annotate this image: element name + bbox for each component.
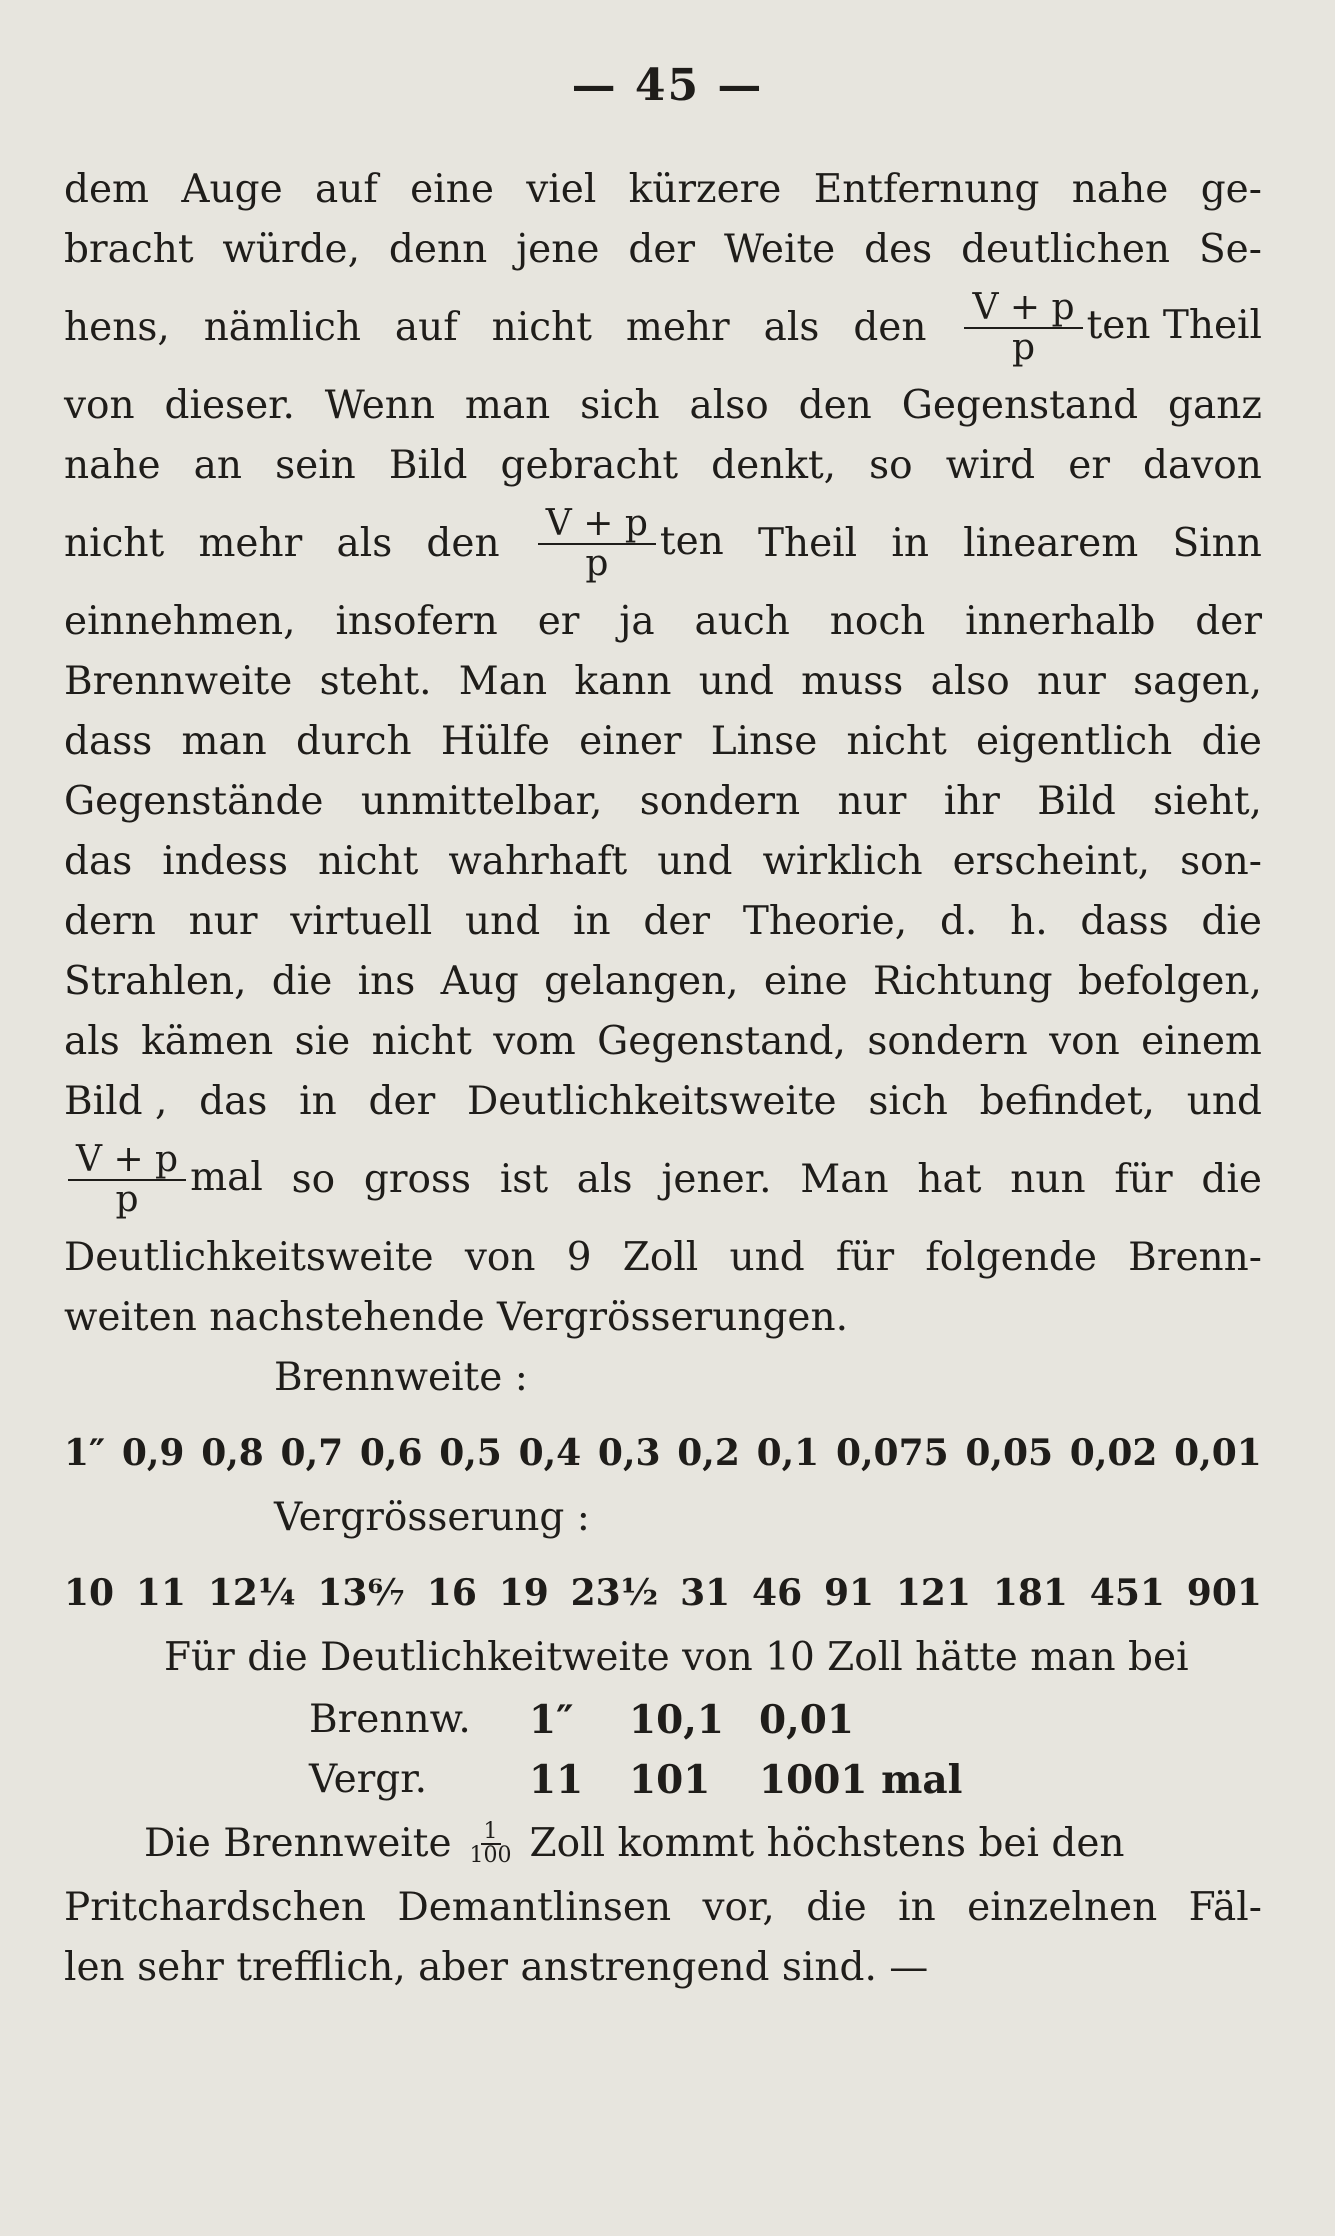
value-cell: 181 — [992, 1572, 1068, 1614]
word: Theil — [757, 521, 858, 566]
text-line — [64, 772, 1262, 832]
word: so — [291, 1157, 336, 1202]
suffix: ten Theil — [1086, 303, 1262, 348]
label-vergroesserung — [64, 1488, 1262, 1558]
word: sagen, — [1133, 659, 1262, 704]
word: Brennweite — [64, 659, 293, 704]
word: kämen — [141, 1019, 274, 1064]
word: von — [464, 1235, 536, 1280]
word: nicht — [318, 839, 419, 884]
fraction-group — [64, 1141, 263, 1219]
ten-zoll-line — [64, 1628, 1262, 1690]
word: dieser. — [164, 383, 295, 428]
word: von — [64, 383, 135, 428]
fraction-numerator: V + p — [538, 505, 656, 545]
word: eigentlich — [975, 719, 1173, 764]
word: also — [930, 659, 1010, 704]
word: nur — [837, 779, 907, 824]
value-cell: 19 — [498, 1572, 549, 1614]
text-line — [64, 1072, 1262, 1132]
value-cell: 0,5 — [439, 1432, 502, 1474]
word: als — [576, 1157, 633, 1202]
word: also — [689, 383, 769, 428]
value-cell: in — [898, 1885, 936, 1930]
value-cell: 0,2 — [677, 1432, 740, 1474]
word: Theorie, — [742, 899, 908, 944]
value-cell: 0,7 — [280, 1432, 344, 1474]
word: nur — [188, 899, 258, 944]
fraction-group — [534, 505, 724, 583]
value-cell: 0,8 — [201, 1432, 264, 1474]
word: der — [368, 1079, 436, 1124]
word: durch — [295, 719, 412, 764]
text-line-with-fraction — [64, 280, 1262, 376]
value-cell: 0,4 — [518, 1432, 582, 1474]
final-line-3 — [64, 1938, 1262, 1998]
word: bracht — [64, 227, 194, 272]
word: kann — [574, 659, 672, 704]
fraction-small — [470, 1821, 512, 1867]
word: virtuell — [290, 899, 433, 944]
word: jener. — [661, 1157, 772, 1202]
value-cell: 13⁶⁄₇ — [317, 1572, 405, 1614]
word: so — [869, 443, 913, 488]
word: die — [1201, 899, 1262, 944]
text-line — [64, 1012, 1262, 1072]
word: die — [271, 959, 333, 1004]
value-cell: 31 — [680, 1572, 731, 1614]
fraction-numerator: 1 — [481, 1821, 501, 1845]
final-line-2 — [64, 1878, 1262, 1938]
fraction — [538, 505, 656, 583]
word: indess — [162, 839, 288, 884]
word: gross — [363, 1157, 472, 1202]
word: er — [1068, 443, 1110, 488]
label-text: Brennweite : — [274, 1355, 528, 1400]
word: Gegenstände — [64, 779, 324, 824]
table-cell: Brennw. — [309, 1697, 471, 1742]
word: der — [643, 899, 711, 944]
fraction — [964, 289, 1082, 367]
word: die — [1201, 719, 1262, 764]
word: von — [1049, 1019, 1120, 1064]
word: mehr — [625, 305, 730, 350]
value-cell: 0,9 — [121, 1432, 185, 1474]
word: Gegenstand, — [597, 1019, 846, 1064]
word: einer — [579, 719, 682, 764]
line-text: weiten nachstehende Vergrösserungen. — [64, 1295, 848, 1340]
word: an — [193, 443, 243, 488]
word: jene — [516, 227, 600, 272]
word: Weite — [723, 227, 836, 272]
word: Deutlichkeitsweite — [64, 1235, 434, 1280]
word: viel — [526, 167, 597, 212]
word: folgende — [925, 1235, 1097, 1280]
word: das — [199, 1079, 268, 1124]
brennweite-values-row — [64, 1418, 1262, 1488]
word: Aug — [440, 959, 519, 1004]
word: denkt, — [711, 443, 837, 488]
word: Richtung — [872, 959, 1053, 1004]
fraction — [68, 1141, 186, 1219]
fraction-denominator: p — [1011, 327, 1036, 368]
table-cell: 101 — [629, 1757, 711, 1803]
value-cell: 0,3 — [597, 1432, 661, 1474]
line-text: Zoll kommt höchstens bei den — [529, 1821, 1125, 1866]
fraction-numerator: V + p — [68, 1141, 186, 1181]
word: h. — [1010, 899, 1048, 944]
final-line-1 — [64, 1810, 1262, 1878]
word: wird — [945, 443, 1036, 488]
word: dass — [1080, 899, 1169, 944]
word: dass — [64, 719, 153, 764]
fraction-group — [960, 289, 1262, 367]
value-cell: 10 — [64, 1572, 115, 1614]
table-row-brennweite — [309, 1690, 1262, 1750]
word: Wenn — [324, 383, 436, 428]
word: ge- — [1200, 167, 1262, 212]
word: der — [628, 227, 696, 272]
word: den — [426, 521, 500, 566]
value-cell: 121 — [895, 1572, 972, 1614]
word: denn — [388, 227, 488, 272]
word: deutlichen — [961, 227, 1171, 272]
word: den — [853, 305, 927, 350]
word: dem — [64, 167, 150, 212]
text-line-with-fraction — [64, 496, 1262, 592]
text-line — [64, 952, 1262, 1012]
word: Entfernung — [813, 167, 1040, 212]
text-line — [64, 1228, 1262, 1288]
word: sich — [580, 383, 660, 428]
word: nahe — [64, 443, 161, 488]
word: Man — [800, 1157, 889, 1202]
word: erscheint, — [952, 839, 1151, 884]
word: er — [537, 599, 580, 644]
word: eine — [763, 959, 848, 1004]
value-cell: die — [806, 1885, 867, 1930]
text-line — [64, 1288, 1262, 1348]
text-line — [64, 832, 1262, 892]
word: sein — [275, 443, 356, 488]
word: Sinn — [1172, 521, 1262, 566]
word: und — [657, 839, 733, 884]
word: d. — [939, 899, 978, 944]
table-cell: 1001 mal — [759, 1757, 963, 1803]
label-brennweite — [64, 1348, 1262, 1418]
word: ja — [619, 599, 655, 644]
word: hens, — [64, 305, 170, 350]
word: einem — [1141, 1019, 1262, 1064]
table-cell: 0,01 — [759, 1697, 854, 1743]
word: steht. — [319, 659, 432, 704]
word: den — [798, 383, 872, 428]
value-cell: 0,02 — [1069, 1432, 1158, 1474]
word: Deutlichkeitsweite — [467, 1079, 837, 1124]
table-cell: Vergr. — [309, 1757, 428, 1802]
value-cell: 0,6 — [359, 1432, 423, 1474]
value-cell: 91 — [823, 1572, 875, 1614]
word: nicht — [371, 1019, 472, 1064]
word: sondern — [867, 1019, 1028, 1064]
word: nämlich — [203, 305, 361, 350]
word: nicht — [491, 305, 592, 350]
word: des — [864, 227, 933, 272]
word: als — [336, 521, 393, 566]
word: nahe — [1071, 167, 1169, 212]
word: eine — [410, 167, 494, 212]
word: befindet, — [979, 1079, 1155, 1124]
table-cell: 11 — [529, 1757, 584, 1803]
word: das — [64, 839, 133, 884]
word: in — [891, 521, 929, 566]
value-cell: 0,05 — [965, 1432, 1054, 1474]
text-line — [64, 592, 1262, 652]
word: muss — [801, 659, 904, 704]
vergroesserung-values-row — [64, 1558, 1262, 1628]
word: innerhalb — [965, 599, 1156, 644]
word: sie — [294, 1019, 351, 1064]
value-cell: 12¼ — [207, 1572, 296, 1614]
value-cell: 11 — [135, 1572, 187, 1614]
line-text: Die Brennweite — [144, 1821, 452, 1866]
word: Bild — [1037, 779, 1116, 824]
word: ist — [499, 1157, 548, 1202]
word: insofern — [335, 599, 498, 644]
value-cell: 901 — [1186, 1572, 1262, 1614]
word: Bild , — [64, 1079, 168, 1124]
word: und — [698, 659, 774, 704]
word: nur — [1037, 659, 1106, 704]
line-text: len sehr trefflich, aber anstrengend sind. — — [64, 1945, 929, 1990]
word: Bild — [388, 443, 468, 488]
line-text: Für die Deutlichkeitweite von 10 Zoll hätte man bei — [164, 1635, 1189, 1680]
text-line — [64, 652, 1262, 712]
word: davon — [1143, 443, 1262, 488]
word: in — [299, 1079, 337, 1124]
value-cell: vor, — [702, 1885, 775, 1930]
word: die — [1201, 1157, 1262, 1202]
word: Man — [458, 659, 548, 704]
word: für — [835, 1235, 895, 1280]
value-cell: 1″ — [64, 1432, 106, 1474]
fraction-denominator: 100 — [469, 1843, 512, 1868]
word: für — [1114, 1157, 1173, 1202]
word: ganz — [1168, 383, 1262, 428]
word: sich — [868, 1079, 948, 1124]
word: gelangen, — [544, 959, 739, 1004]
word: wahrhaft — [448, 839, 628, 884]
value-cell: 0,1 — [756, 1432, 820, 1474]
value-cell: Demantlinsen — [397, 1885, 672, 1930]
word: als — [64, 1019, 120, 1064]
value-cell: 451 — [1089, 1572, 1165, 1614]
value-cell: 16 — [426, 1572, 477, 1614]
value-cell: 0,01 — [1174, 1432, 1262, 1474]
word: auf — [315, 167, 378, 212]
word: hat — [917, 1157, 982, 1202]
word: in — [573, 899, 611, 944]
word: nicht — [64, 521, 165, 566]
word: Strahlen, — [64, 959, 247, 1004]
table-cell: 1″ — [529, 1697, 574, 1743]
table-row-vergroesserung — [309, 1750, 1262, 1810]
suffix: ten — [659, 519, 724, 564]
text-line — [64, 892, 1262, 952]
word: man — [464, 383, 551, 428]
word: würde, — [222, 227, 360, 272]
value-cell: einzelnen — [967, 1885, 1158, 1930]
value-cell: Pritchardschen — [64, 1885, 367, 1930]
word: noch — [829, 599, 926, 644]
word: Zoll — [622, 1235, 699, 1280]
suffix: mal — [190, 1155, 263, 1200]
word: nicht — [846, 719, 947, 764]
word: man — [181, 719, 267, 764]
table-cell: 10,1 — [629, 1697, 724, 1743]
word: nun — [1010, 1157, 1086, 1202]
word: vom — [493, 1019, 576, 1064]
fraction-numerator: V + p — [964, 289, 1082, 329]
value-cell: 46 — [752, 1572, 803, 1614]
text-line-with-fraction — [64, 1132, 1262, 1228]
word: gebracht — [500, 443, 679, 488]
value-cell: 23½ — [570, 1572, 659, 1614]
word: sondern — [639, 779, 801, 824]
label-text: Vergrösserung : — [274, 1495, 590, 1540]
fraction-denominator: p — [585, 543, 609, 584]
text-line — [64, 160, 1262, 220]
word: 9 — [566, 1235, 592, 1280]
word: mehr — [198, 521, 303, 566]
word: Gegenstand — [901, 383, 1139, 428]
word: son- — [1180, 839, 1262, 884]
word: kürzere — [628, 167, 782, 212]
word: und — [465, 899, 541, 944]
word: und — [729, 1235, 805, 1280]
word: Brenn- — [1128, 1235, 1262, 1280]
word: der — [1195, 599, 1262, 644]
page-number: — 45 — — [571, 60, 764, 111]
text-line — [64, 220, 1262, 280]
word: auch — [694, 599, 790, 644]
word: ins — [357, 959, 416, 1004]
fraction-denominator: p — [115, 1179, 139, 1220]
word: auf — [394, 305, 458, 350]
word: dern — [64, 899, 156, 944]
word: Hülfe — [440, 719, 550, 764]
word: sieht, — [1153, 779, 1262, 824]
body-text — [64, 160, 1262, 1998]
word: wirklich — [762, 839, 923, 884]
word: ihr — [943, 779, 1000, 824]
value-cell: Fäl- — [1188, 1885, 1262, 1930]
word: Se- — [1198, 227, 1262, 272]
value-cell: 0,075 — [835, 1432, 949, 1474]
word: befolgen, — [1077, 959, 1262, 1004]
word: als — [763, 305, 820, 350]
word: unmittelbar, — [360, 779, 603, 824]
word: Auge — [181, 167, 283, 212]
word: und — [1186, 1079, 1262, 1124]
word: einnehmen, — [64, 599, 296, 644]
word: Linse — [710, 719, 818, 764]
word: linearem — [963, 521, 1139, 566]
text-line — [64, 436, 1262, 496]
text-line — [64, 376, 1262, 436]
text-line — [64, 712, 1262, 772]
